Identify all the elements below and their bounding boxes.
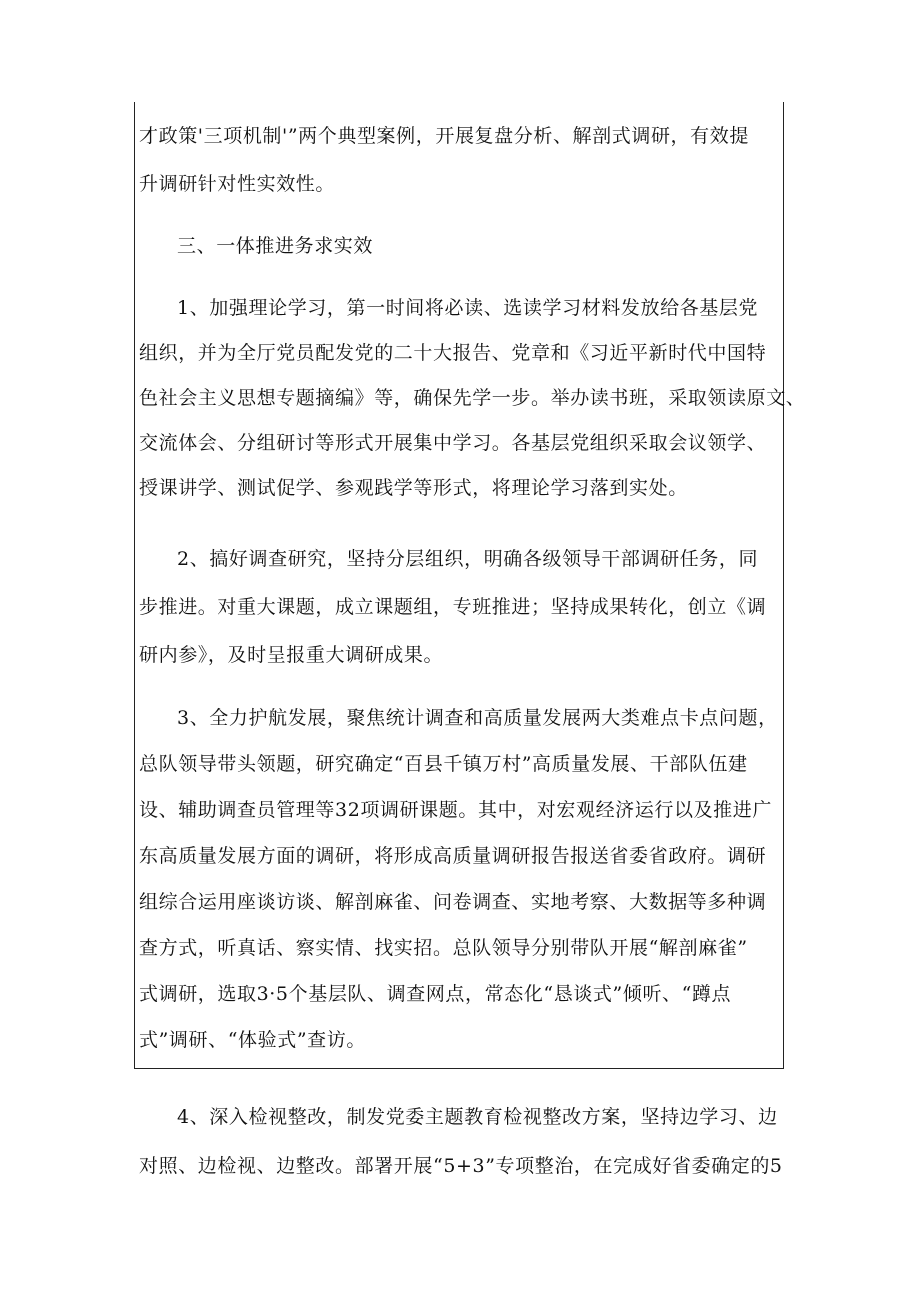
paragraph-line: 总队领导带头领题，研究确定“百县千镇万村”高质量发展、干部队伍建: [139, 753, 748, 775]
paragraph-line: 授课讲学、测试促学、参观践学等形式，将理论学习落到实处。: [139, 477, 688, 499]
paragraph-line: 组织，并为全厅党员配发党的二十大报告、党章和《习近平新时代中国特: [139, 342, 767, 364]
paragraph-line: 式调研，选取3·5个基层队、调查网点，常态化“恳谈式”倾听、“蹲点: [139, 983, 732, 1005]
paragraph-line: 交流体会、分组研讨等形式开展集中学习。各基层党组织采取会议领学、: [139, 432, 767, 454]
paragraph-line: 式”调研、“体验式”查访。: [139, 1029, 366, 1051]
paragraph-line: 色社会主义思想专题摘编》等，确保先学一步。举办读书班，采取领读原文、: [139, 387, 806, 409]
paragraph-line: 1、加强理论学习，第一时间将必读、选读学习材料发放给各基层党: [177, 297, 759, 319]
paragraph-line: 设、辅助调查员管理等32项调研课题。其中，对宏观经济运行以及推进广: [139, 799, 772, 821]
paragraph-line: 升调研针对性实效性。: [139, 173, 336, 195]
paragraph-line: 2、搞好调查研究，坚持分层组织，明确各级领导干部调研任务，同: [177, 548, 759, 570]
paragraph-line: 3、全力护航发展，聚焦统计调查和高质量发展两大类难点卡点问题，: [177, 707, 778, 729]
section-heading: 三、一体推进务求实效: [177, 235, 374, 257]
paragraph-line: 步推进。对重大课题，成立课题组，专班推进；坚持成果转化，创立《调: [139, 596, 767, 618]
paragraph-line: 对照、边检视、边整改。部署开展“5+3”专项整治，在完成好省委确定的5: [139, 1155, 783, 1177]
paragraph-line: 研内参》，及时呈报重大调研成果。: [139, 644, 444, 666]
paragraph-line: 4、深入检视整改，制发党委主题教育检视整改方案，坚持边学习、边: [177, 1106, 778, 1128]
paragraph-line: 才政策'三项机制'”两个典型案例，开展复盘分析、解剖式调研，有效提: [139, 125, 749, 147]
paragraph-line: 组综合运用座谈访谈、解剖麻雀、问卷调查、实地考察、大数据等多种调: [139, 891, 767, 913]
paragraph-line: 查方式，听真话、察实情、找实招。总队领导分别带队开展“解剖麻雀”: [139, 937, 748, 959]
paragraph-line: 东高质量发展方面的调研，将形成高质量调研报告报送省委省政府。调研: [139, 845, 767, 867]
